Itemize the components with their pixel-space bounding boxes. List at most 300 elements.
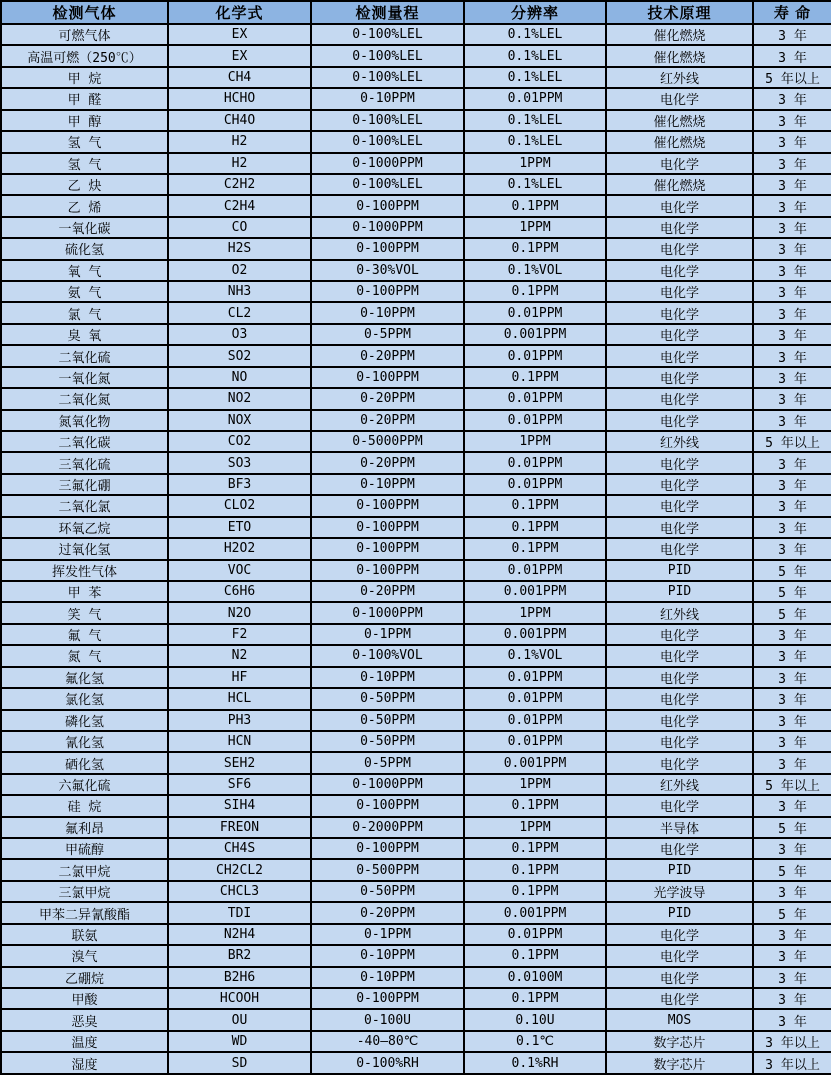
cell-formula: CHCL3 [168, 881, 311, 902]
cell-resolution: 0.1PPM [464, 538, 606, 559]
cell-range: 0-10PPM [311, 302, 464, 323]
cell-resolution: 0.01PPM [464, 688, 606, 709]
table-row [1, 367, 831, 388]
cell-gas: 三氧化硫 [1, 452, 168, 473]
table-row [1, 302, 831, 323]
cell-principle: 电化学 [606, 710, 753, 731]
cell-resolution: 1PPM [464, 217, 606, 238]
cell-lifespan: 3 年以上 [753, 1052, 831, 1074]
column-header-gas: 检测气体 [1, 1, 168, 24]
cell-lifespan: 5 年 [753, 817, 831, 838]
cell-resolution: 1PPM [464, 153, 606, 174]
cell-principle: 电化学 [606, 624, 753, 645]
table-row [1, 645, 831, 666]
cell-principle: PID [606, 859, 753, 880]
cell-principle: 电化学 [606, 752, 753, 773]
cell-gas: 氰化氢 [1, 731, 168, 752]
cell-lifespan: 3 年 [753, 324, 831, 345]
cell-formula: CH4 [168, 67, 311, 88]
cell-formula: CH2CL2 [168, 859, 311, 880]
table-row [1, 517, 831, 538]
cell-formula: SEH2 [168, 752, 311, 773]
cell-gas: 甲苯二异氰酸酯 [1, 902, 168, 923]
cell-resolution: 0.1PPM [464, 238, 606, 259]
cell-gas: 二氧化氮 [1, 388, 168, 409]
cell-lifespan: 3 年 [753, 924, 831, 945]
cell-resolution: 0.01PPM [464, 924, 606, 945]
table-row [1, 431, 831, 452]
cell-lifespan: 5 年以上 [753, 67, 831, 88]
cell-resolution: 0.1%LEL [464, 110, 606, 131]
table-row [1, 967, 831, 988]
cell-gas: 乙硼烷 [1, 967, 168, 988]
cell-resolution: 0.1%VOL [464, 260, 606, 281]
cell-range: 0-100PPM [311, 795, 464, 816]
cell-formula: H2 [168, 153, 311, 174]
cell-lifespan: 3 年 [753, 795, 831, 816]
cell-range: 0-100PPM [311, 838, 464, 859]
cell-formula: HF [168, 667, 311, 688]
cell-lifespan: 5 年 [753, 902, 831, 923]
table-row [1, 345, 831, 366]
table-row [1, 217, 831, 238]
table-row [1, 88, 831, 109]
cell-resolution: 0.1%RH [464, 1052, 606, 1074]
table-row [1, 474, 831, 495]
cell-principle: 数字芯片 [606, 1031, 753, 1052]
cell-formula: NO2 [168, 388, 311, 409]
cell-resolution: 0.1PPM [464, 881, 606, 902]
cell-lifespan: 5 年 [753, 581, 831, 602]
cell-range: 0-20PPM [311, 581, 464, 602]
cell-range: 0-50PPM [311, 688, 464, 709]
cell-gas: 一氧化氮 [1, 367, 168, 388]
cell-formula: CO [168, 217, 311, 238]
cell-resolution: 1PPM [464, 817, 606, 838]
cell-range: 0-100PPM [311, 517, 464, 538]
cell-lifespan: 5 年 [753, 560, 831, 581]
cell-lifespan: 3 年 [753, 752, 831, 773]
cell-gas: 可燃气体 [1, 24, 168, 45]
cell-formula: SF6 [168, 774, 311, 795]
cell-gas: 恶臭 [1, 1009, 168, 1030]
cell-resolution: 0.10U [464, 1009, 606, 1030]
cell-lifespan: 3 年 [753, 302, 831, 323]
cell-resolution: 0.1PPM [464, 859, 606, 880]
cell-range: 0-20PPM [311, 345, 464, 366]
cell-formula: SO3 [168, 452, 311, 473]
cell-principle: 催化燃烧 [606, 24, 753, 45]
cell-principle: 催化燃烧 [606, 110, 753, 131]
table-row [1, 859, 831, 880]
cell-formula: FREON [168, 817, 311, 838]
cell-range: 0-10PPM [311, 88, 464, 109]
cell-resolution: 0.0100M [464, 967, 606, 988]
cell-resolution: 0.001PPM [464, 581, 606, 602]
cell-gas: 三氟化硼 [1, 474, 168, 495]
cell-formula: HCHO [168, 88, 311, 109]
cell-principle: 电化学 [606, 731, 753, 752]
cell-principle: 电化学 [606, 517, 753, 538]
cell-formula: SD [168, 1052, 311, 1074]
table-row [1, 667, 831, 688]
cell-gas: 甲 苯 [1, 581, 168, 602]
cell-formula: H2S [168, 238, 311, 259]
cell-lifespan: 3 年 [753, 967, 831, 988]
table-row [1, 624, 831, 645]
cell-principle: 电化学 [606, 838, 753, 859]
cell-lifespan: 3 年 [753, 195, 831, 216]
cell-gas: 氨 气 [1, 281, 168, 302]
table-row [1, 1031, 831, 1052]
cell-gas: 乙 烯 [1, 195, 168, 216]
cell-range: 0-1PPM [311, 924, 464, 945]
cell-principle: 电化学 [606, 195, 753, 216]
column-header-principle: 技术原理 [606, 1, 753, 24]
cell-formula: N2 [168, 645, 311, 666]
cell-principle: 电化学 [606, 260, 753, 281]
cell-principle: 红外线 [606, 602, 753, 623]
cell-range: 0-1PPM [311, 624, 464, 645]
table-row [1, 153, 831, 174]
cell-gas: 过氧化氢 [1, 538, 168, 559]
cell-resolution: 0.1%LEL [464, 174, 606, 195]
table-row [1, 45, 831, 66]
cell-gas: 硅 烷 [1, 795, 168, 816]
cell-lifespan: 3 年 [753, 110, 831, 131]
cell-principle: PID [606, 581, 753, 602]
cell-formula: NOX [168, 410, 311, 431]
cell-resolution: 0.1%LEL [464, 131, 606, 152]
cell-lifespan: 3 年 [753, 388, 831, 409]
cell-range: 0-100%LEL [311, 67, 464, 88]
cell-range: 0-20PPM [311, 388, 464, 409]
cell-lifespan: 3 年 [753, 281, 831, 302]
cell-principle: 电化学 [606, 988, 753, 1009]
cell-lifespan: 3 年 [753, 452, 831, 473]
cell-principle: 红外线 [606, 67, 753, 88]
cell-formula: C2H2 [168, 174, 311, 195]
cell-lifespan: 3 年 [753, 410, 831, 431]
cell-gas: 六氟化硫 [1, 774, 168, 795]
cell-principle: 电化学 [606, 238, 753, 259]
cell-range: 0-1000PPM [311, 602, 464, 623]
cell-gas: 氟化氢 [1, 667, 168, 688]
cell-range: 0-100%RH [311, 1052, 464, 1074]
cell-resolution: 0.01PPM [464, 560, 606, 581]
cell-resolution: 0.01PPM [464, 474, 606, 495]
table-row [1, 945, 831, 966]
cell-lifespan: 3 年 [753, 1009, 831, 1030]
cell-range: -40—80℃ [311, 1031, 464, 1052]
cell-resolution: 0.01PPM [464, 388, 606, 409]
cell-principle: PID [606, 902, 753, 923]
cell-gas: 硒化氢 [1, 752, 168, 773]
cell-principle: 电化学 [606, 345, 753, 366]
cell-range: 0-50PPM [311, 710, 464, 731]
cell-resolution: 0.001PPM [464, 902, 606, 923]
cell-range: 0-100U [311, 1009, 464, 1030]
cell-principle: 催化燃烧 [606, 174, 753, 195]
cell-lifespan: 3 年以上 [753, 1031, 831, 1052]
cell-formula: OU [168, 1009, 311, 1030]
cell-range: 0-5PPM [311, 324, 464, 345]
cell-range: 0-1000PPM [311, 217, 464, 238]
cell-formula: SIH4 [168, 795, 311, 816]
cell-gas: 臭 氧 [1, 324, 168, 345]
cell-range: 0-100%LEL [311, 131, 464, 152]
cell-lifespan: 3 年 [753, 945, 831, 966]
cell-range: 0-100PPM [311, 367, 464, 388]
cell-resolution: 0.1%LEL [464, 67, 606, 88]
cell-resolution: 1PPM [464, 602, 606, 623]
cell-resolution: 0.1PPM [464, 795, 606, 816]
table-row [1, 688, 831, 709]
cell-formula: B2H6 [168, 967, 311, 988]
cell-principle: 电化学 [606, 302, 753, 323]
cell-resolution: 0.01PPM [464, 88, 606, 109]
cell-lifespan: 3 年 [753, 131, 831, 152]
cell-formula: CO2 [168, 431, 311, 452]
cell-resolution: 0.01PPM [464, 667, 606, 688]
cell-resolution: 0.1PPM [464, 281, 606, 302]
table-row [1, 881, 831, 902]
cell-principle: 电化学 [606, 538, 753, 559]
cell-formula: CLO2 [168, 495, 311, 516]
cell-formula: PH3 [168, 710, 311, 731]
cell-lifespan: 3 年 [753, 517, 831, 538]
cell-principle: MOS [606, 1009, 753, 1030]
cell-gas: 氧 气 [1, 260, 168, 281]
table-row [1, 281, 831, 302]
cell-resolution: 1PPM [464, 431, 606, 452]
cell-gas: 甲 醛 [1, 88, 168, 109]
cell-resolution: 1PPM [464, 774, 606, 795]
cell-formula: NO [168, 367, 311, 388]
cell-range: 0-50PPM [311, 881, 464, 902]
cell-principle: 电化学 [606, 645, 753, 666]
cell-range: 0-100%LEL [311, 24, 464, 45]
cell-formula: N2H4 [168, 924, 311, 945]
cell-lifespan: 3 年 [753, 474, 831, 495]
cell-lifespan: 3 年 [753, 710, 831, 731]
table-row [1, 238, 831, 259]
cell-range: 0-500PPM [311, 859, 464, 880]
cell-principle: 红外线 [606, 774, 753, 795]
cell-resolution: 0.001PPM [464, 324, 606, 345]
cell-resolution: 0.01PPM [464, 410, 606, 431]
cell-range: 0-100%LEL [311, 45, 464, 66]
cell-lifespan: 3 年 [753, 45, 831, 66]
cell-gas: 环氧乙烷 [1, 517, 168, 538]
cell-principle: 电化学 [606, 945, 753, 966]
cell-resolution: 0.01PPM [464, 345, 606, 366]
table-row [1, 67, 831, 88]
table-row [1, 752, 831, 773]
cell-formula: H2 [168, 131, 311, 152]
table-row [1, 988, 831, 1009]
cell-range: 0-100PPM [311, 281, 464, 302]
cell-lifespan: 3 年 [753, 345, 831, 366]
table-row [1, 324, 831, 345]
cell-principle: 红外线 [606, 431, 753, 452]
table-row [1, 602, 831, 623]
cell-range: 0-1000PPM [311, 153, 464, 174]
cell-formula: CH4S [168, 838, 311, 859]
cell-range: 0-100PPM [311, 538, 464, 559]
cell-lifespan: 3 年 [753, 538, 831, 559]
cell-gas: 笑 气 [1, 602, 168, 623]
cell-principle: 电化学 [606, 217, 753, 238]
cell-range: 0-100PPM [311, 988, 464, 1009]
cell-principle: 电化学 [606, 452, 753, 473]
cell-principle: 电化学 [606, 924, 753, 945]
cell-gas: 氢 气 [1, 153, 168, 174]
cell-principle: 半导体 [606, 817, 753, 838]
cell-formula: BF3 [168, 474, 311, 495]
cell-lifespan: 3 年 [753, 495, 831, 516]
table-row [1, 495, 831, 516]
cell-resolution: 0.1%LEL [464, 24, 606, 45]
cell-formula: CL2 [168, 302, 311, 323]
cell-range: 0-100PPM [311, 195, 464, 216]
cell-gas: 三氯甲烷 [1, 881, 168, 902]
table-row [1, 817, 831, 838]
cell-range: 0-1000PPM [311, 774, 464, 795]
cell-principle: 电化学 [606, 688, 753, 709]
cell-formula: F2 [168, 624, 311, 645]
cell-formula: ETO [168, 517, 311, 538]
cell-lifespan: 3 年 [753, 153, 831, 174]
cell-gas: 甲 烷 [1, 67, 168, 88]
cell-lifespan: 3 年 [753, 24, 831, 45]
cell-principle: 电化学 [606, 967, 753, 988]
cell-range: 0-100PPM [311, 495, 464, 516]
cell-formula: HCL [168, 688, 311, 709]
cell-resolution: 0.1PPM [464, 838, 606, 859]
cell-lifespan: 3 年 [753, 260, 831, 281]
table-row [1, 581, 831, 602]
cell-resolution: 0.1℃ [464, 1031, 606, 1052]
cell-formula: O2 [168, 260, 311, 281]
cell-gas: 溴气 [1, 945, 168, 966]
cell-gas: 二氯甲烷 [1, 859, 168, 880]
cell-gas: 甲酸 [1, 988, 168, 1009]
cell-gas: 高温可燃（250℃） [1, 45, 168, 66]
cell-gas: 二氧化硫 [1, 345, 168, 366]
cell-resolution: 0.1%VOL [464, 645, 606, 666]
cell-principle: 催化燃烧 [606, 131, 753, 152]
cell-lifespan: 5 年以上 [753, 774, 831, 795]
cell-formula: WD [168, 1031, 311, 1052]
cell-gas: 磷化氢 [1, 710, 168, 731]
cell-gas: 挥发性气体 [1, 560, 168, 581]
cell-formula: EX [168, 24, 311, 45]
cell-gas: 二氧化氯 [1, 495, 168, 516]
column-header-range: 检测量程 [311, 1, 464, 24]
table-row [1, 260, 831, 281]
cell-principle: PID [606, 560, 753, 581]
cell-range: 0-30%VOL [311, 260, 464, 281]
cell-range: 0-10PPM [311, 474, 464, 495]
cell-resolution: 0.01PPM [464, 302, 606, 323]
cell-lifespan: 3 年 [753, 988, 831, 1009]
cell-lifespan: 3 年 [753, 174, 831, 195]
cell-formula: SO2 [168, 345, 311, 366]
cell-formula: C6H6 [168, 581, 311, 602]
cell-gas: 湿度 [1, 1052, 168, 1074]
cell-lifespan: 3 年 [753, 667, 831, 688]
cell-formula: HCN [168, 731, 311, 752]
cell-principle: 电化学 [606, 367, 753, 388]
cell-range: 0-100%LEL [311, 110, 464, 131]
cell-principle: 电化学 [606, 281, 753, 302]
cell-lifespan: 5 年以上 [753, 431, 831, 452]
cell-range: 0-5PPM [311, 752, 464, 773]
cell-principle: 电化学 [606, 324, 753, 345]
cell-formula: NH3 [168, 281, 311, 302]
cell-principle: 电化学 [606, 667, 753, 688]
cell-resolution: 0.1%LEL [464, 45, 606, 66]
cell-lifespan: 3 年 [753, 624, 831, 645]
table-row [1, 410, 831, 431]
cell-resolution: 0.1PPM [464, 495, 606, 516]
cell-resolution: 0.01PPM [464, 710, 606, 731]
cell-range: 0-100%LEL [311, 174, 464, 195]
table-body [1, 24, 831, 1074]
table-row [1, 924, 831, 945]
table-row [1, 560, 831, 581]
cell-resolution: 0.01PPM [464, 452, 606, 473]
cell-range: 0-20PPM [311, 410, 464, 431]
cell-range: 0-100PPM [311, 560, 464, 581]
cell-principle: 电化学 [606, 88, 753, 109]
table-row [1, 731, 831, 752]
header-row [1, 1, 831, 24]
cell-gas: 温度 [1, 1031, 168, 1052]
table-row [1, 774, 831, 795]
cell-gas: 氮 气 [1, 645, 168, 666]
cell-resolution: 0.1PPM [464, 195, 606, 216]
cell-gas: 氟利昂 [1, 817, 168, 838]
table-row [1, 1052, 831, 1074]
cell-gas: 乙 炔 [1, 174, 168, 195]
cell-gas: 甲硫醇 [1, 838, 168, 859]
cell-range: 0-100%VOL [311, 645, 464, 666]
table-row [1, 452, 831, 473]
cell-principle: 数字芯片 [606, 1052, 753, 1074]
cell-principle: 电化学 [606, 474, 753, 495]
table-row [1, 1009, 831, 1030]
cell-resolution: 0.1PPM [464, 517, 606, 538]
cell-formula: CH4O [168, 110, 311, 131]
cell-gas: 二氧化碳 [1, 431, 168, 452]
cell-range: 0-50PPM [311, 731, 464, 752]
cell-range: 0-10PPM [311, 945, 464, 966]
cell-lifespan: 3 年 [753, 88, 831, 109]
cell-principle: 催化燃烧 [606, 45, 753, 66]
cell-formula: EX [168, 45, 311, 66]
cell-lifespan: 3 年 [753, 238, 831, 259]
table-row [1, 110, 831, 131]
cell-gas: 氯 气 [1, 302, 168, 323]
cell-range: 0-2000PPM [311, 817, 464, 838]
cell-range: 0-5000PPM [311, 431, 464, 452]
table-row [1, 902, 831, 923]
cell-resolution: 0.01PPM [464, 731, 606, 752]
column-header-resolution: 分辨率 [464, 1, 606, 24]
cell-gas: 氟 气 [1, 624, 168, 645]
